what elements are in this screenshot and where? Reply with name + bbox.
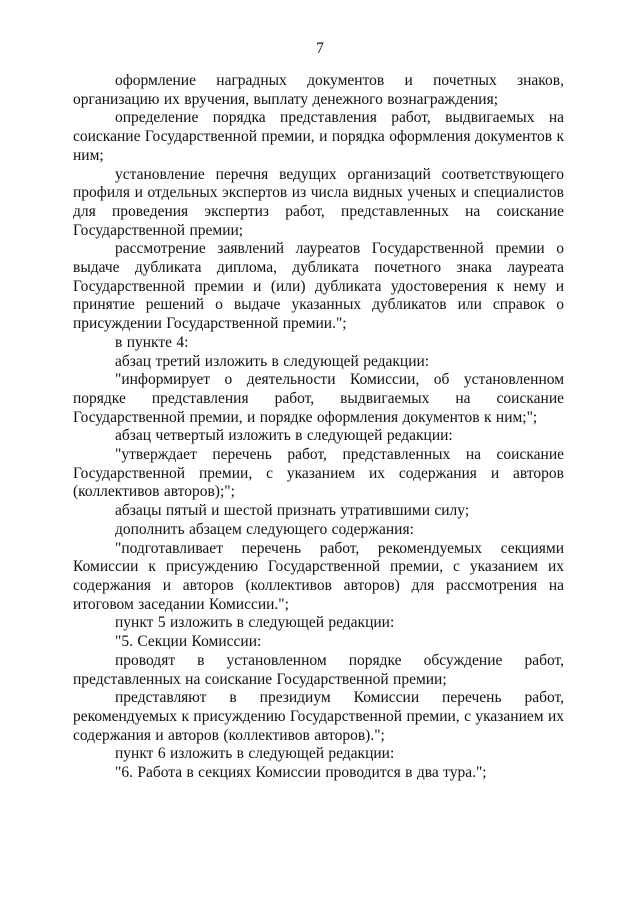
paragraph: абзац четвертый изложить в следующей редакции: <box>115 427 453 445</box>
paragraph: представляют в президиум Комиссии перечень работ, рекомендуемых к присуждению Государственной премии, с указанием их содержания и авторов (коллективов авторов)."; <box>73 689 564 744</box>
paragraph: абзацы пятый и шестой признать утратившими силу; <box>115 502 470 520</box>
paragraph: пункт 5 изложить в следующей редакции: <box>115 614 395 632</box>
document-body <box>73 72 564 783</box>
paragraph: "подготавливает перечень работ, рекомендуемых секциями Комиссии к присуждению Государственной премии, с указанием их содержания и авторов (коллективов авторов) для рассмотрения на итоговом заседании Комиссии."; <box>73 539 564 613</box>
paragraph: абзац третий изложить в следующей редакции: <box>115 352 430 370</box>
paragraph: в пункте 4: <box>115 333 189 351</box>
paragraph: "информирует о деятельности Комиссии, об установленном порядке представления работ, выдвигаемых на соискание Государственной премии, и порядке оформления документов к ним;"; <box>73 371 564 426</box>
paragraph: рассмотрение заявлений лауреатов Государственной премии о выдаче дубликата диплома, дубликата почетного знака лауреата Государственной премии и (или) дубликата удостоверения к нему и принятие решений о выдаче указанных дубликатов или справок о присуждении Государственной премии."; <box>73 240 564 333</box>
paragraph: "6. Работа в секциях Комиссии проводится в два тура."; <box>115 764 487 782</box>
paragraph: "утверждает перечень работ, представленных на соискание Государственной премии, с указанием их содержания и авторов (коллективов авторов);"; <box>73 446 564 501</box>
page-number: 7 <box>316 40 324 57</box>
paragraph: "5. Секции Комиссии: <box>115 633 262 651</box>
paragraph: определение порядка представления работ, выдвигаемых на соискание Государственной премии, и порядка оформления документов к ним; <box>73 109 564 164</box>
paragraph: пункт 6 изложить в следующей редакции: <box>115 745 395 763</box>
paragraph: установление перечня ведущих организаций соответствующего профиля и отдельных экспертов из числа видных ученых и специалистов для проведения экспертиз работ, представленных на соискание Государственной премии; <box>73 165 564 239</box>
paragraph: оформление наградных документов и почетных знаков, организацию их вручения, выплату денежного вознаграждения; <box>73 72 564 108</box>
paragraph: проводят в установленном порядке обсуждение работ, представленных на соискание Государственной премии; <box>73 651 564 688</box>
paragraph: дополнить абзацем следующего содержания: <box>115 520 414 538</box>
